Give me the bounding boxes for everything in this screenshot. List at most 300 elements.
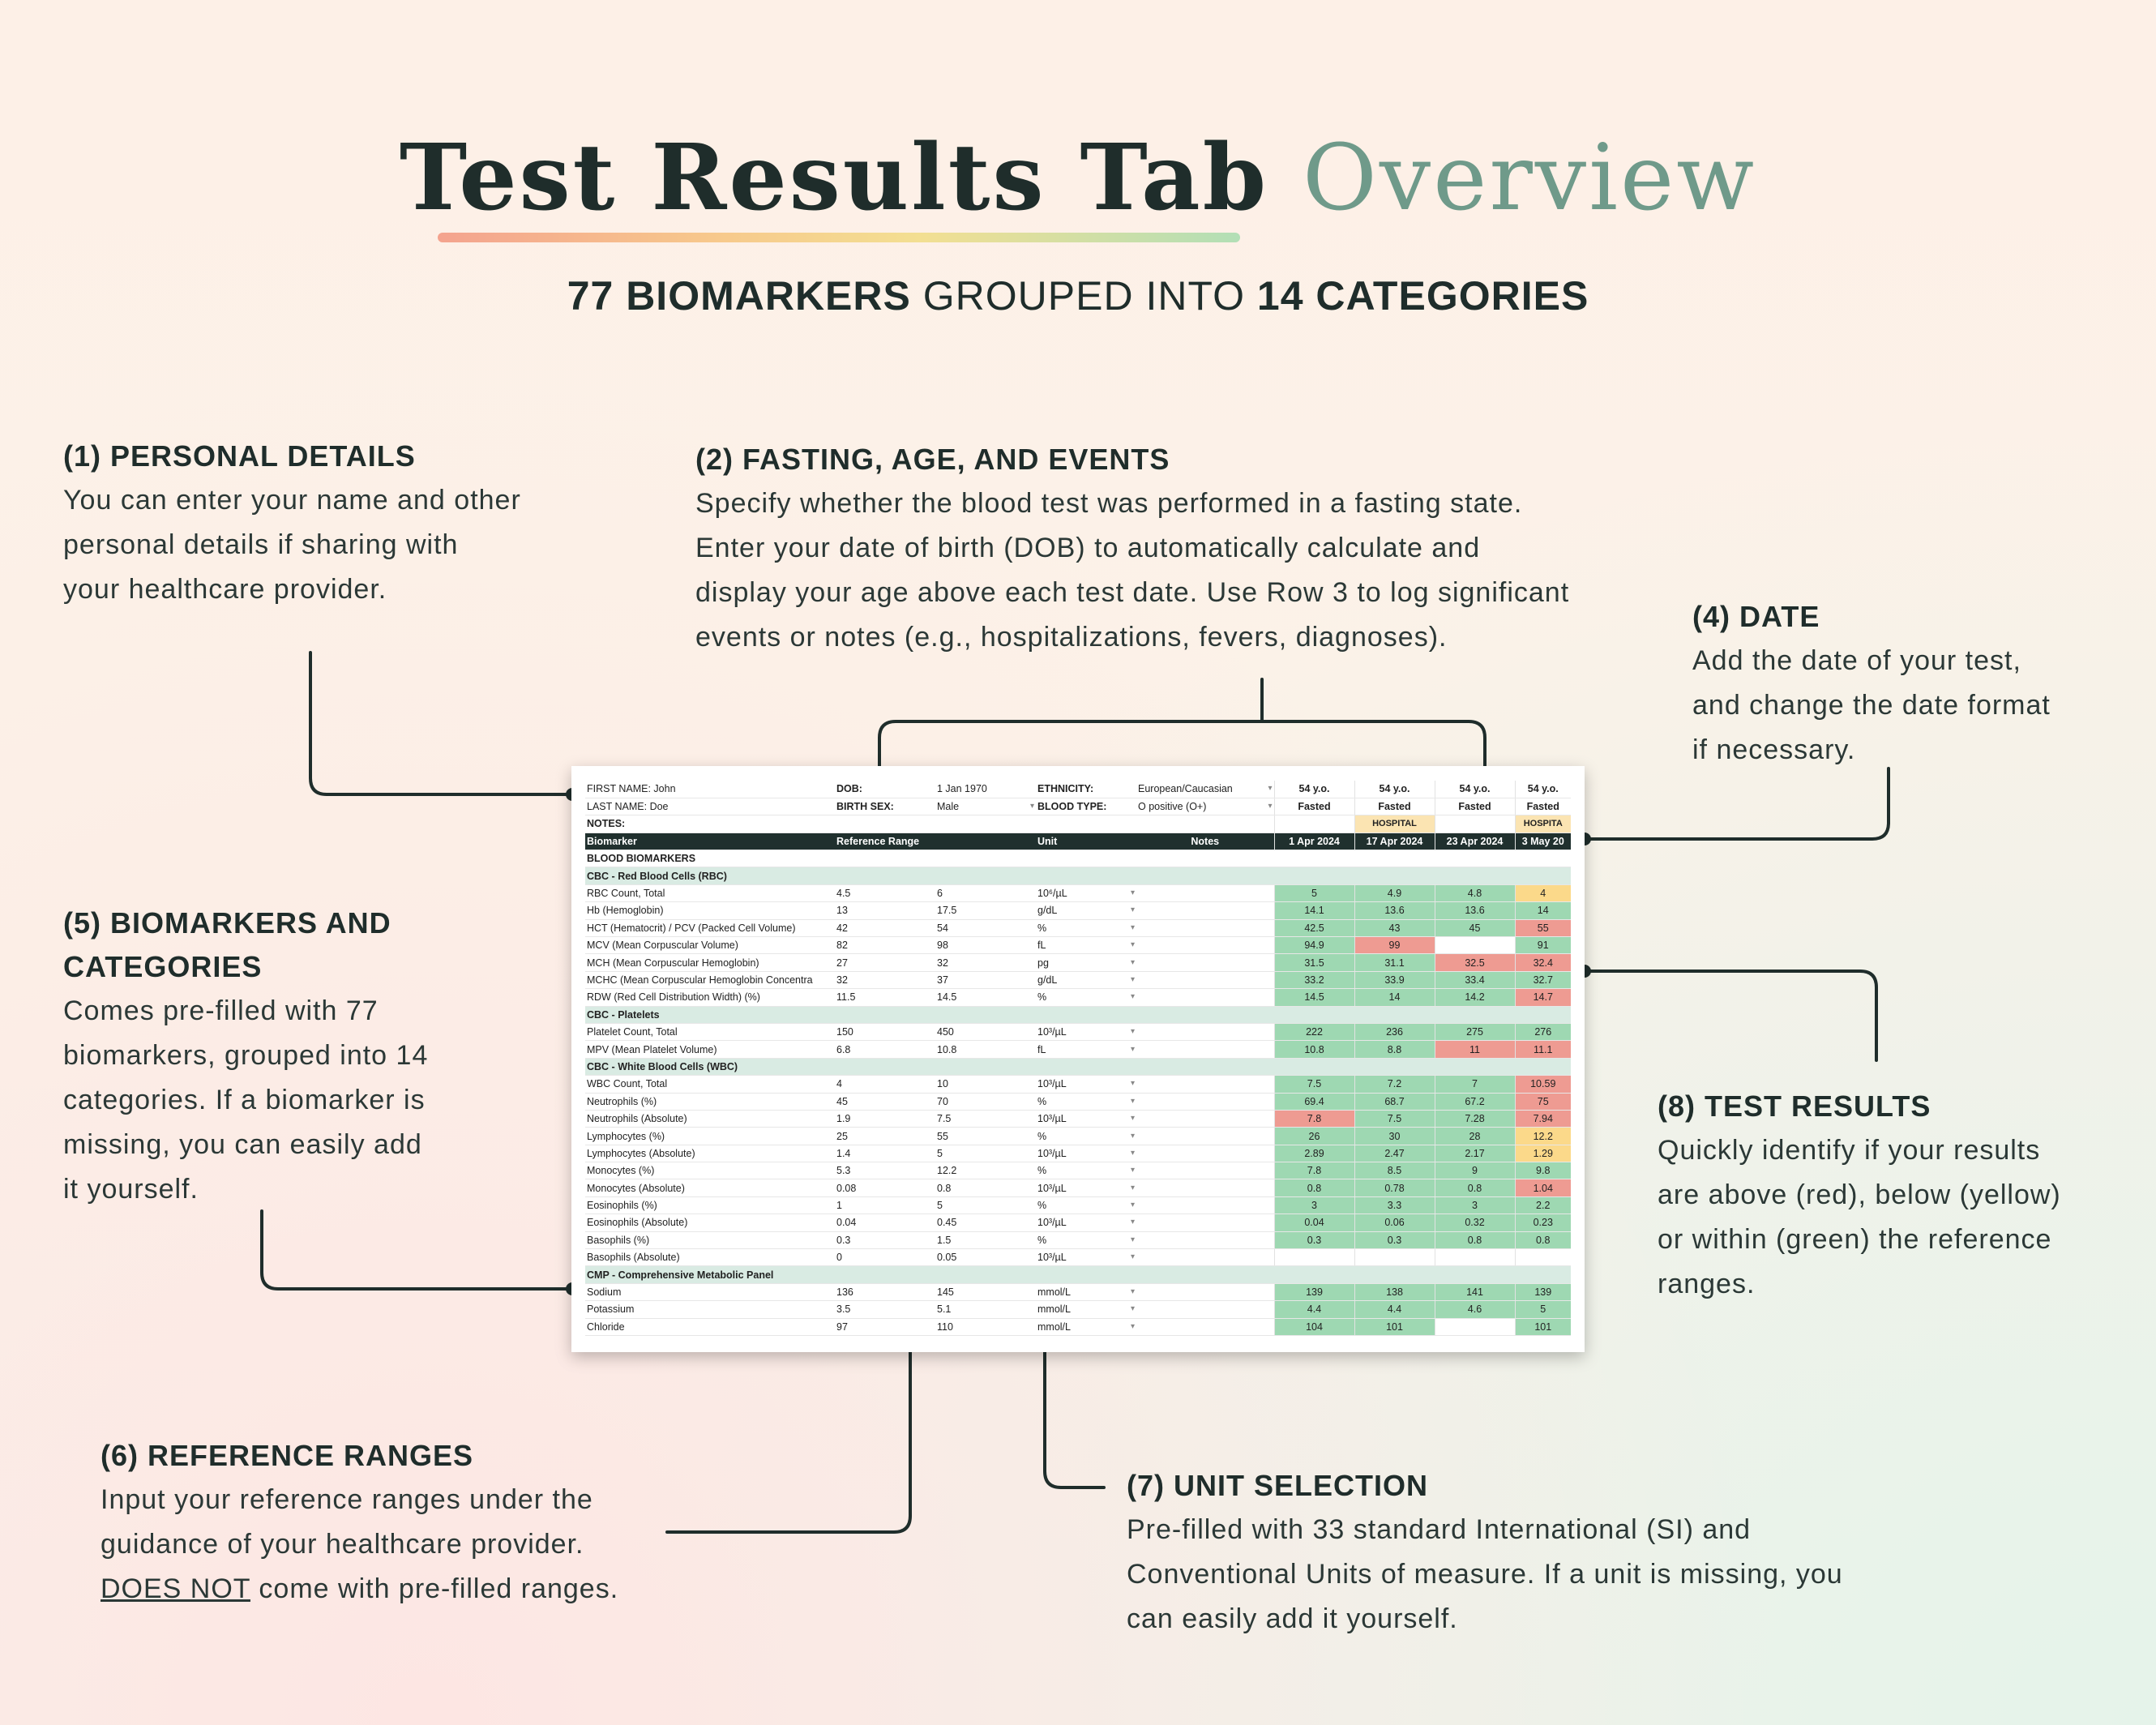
result-cell[interactable]: 67.2 — [1435, 1093, 1515, 1110]
result-cell[interactable]: 4.4 — [1354, 1301, 1435, 1318]
notes-cell[interactable] — [1136, 971, 1274, 988]
result-cell[interactable]: 9 — [1435, 1162, 1515, 1179]
result-cell[interactable]: 94.9 — [1274, 937, 1354, 954]
result-cell[interactable]: 14 — [1354, 989, 1435, 1006]
unit-select[interactable] — [1036, 1162, 1136, 1179]
result-cell[interactable] — [1435, 1318, 1515, 1335]
range-high[interactable]: 55 — [935, 1128, 1036, 1145]
result-cell[interactable]: 275 — [1435, 1023, 1515, 1040]
range-low[interactable]: 1.9 — [835, 1110, 935, 1127]
result-cell[interactable]: 33.4 — [1435, 971, 1515, 988]
result-cell[interactable]: 8.5 — [1354, 1162, 1435, 1179]
range-high[interactable]: 14.5 — [935, 989, 1036, 1006]
biomarker-name: MCHC (Mean Corpuscular Hemoglobin Concentra — [585, 971, 835, 988]
age-cell: 54 y.o. — [1515, 781, 1571, 798]
notes-cell[interactable] — [1136, 1301, 1274, 1318]
callout-line: personal details if sharing with — [63, 529, 459, 560]
notes-cell[interactable] — [1136, 1231, 1274, 1248]
unit-select[interactable] — [1036, 1214, 1136, 1231]
range-low[interactable]: 13 — [835, 902, 935, 919]
biomarker-row — [585, 1023, 1571, 1040]
result-cell[interactable]: 99 — [1354, 937, 1435, 954]
result-cell[interactable]: 32.7 — [1515, 971, 1571, 988]
personal-row-1 — [585, 781, 1571, 798]
header-biomarker: Biomarker — [585, 833, 835, 850]
notes-cell[interactable] — [1136, 1318, 1274, 1335]
result-cell[interactable]: 69.4 — [1274, 1093, 1354, 1110]
range-high[interactable]: 0.05 — [935, 1249, 1036, 1266]
result-cell[interactable]: 2.89 — [1274, 1145, 1354, 1162]
result-cell[interactable]: 0.78 — [1354, 1179, 1435, 1196]
biomarker-row — [585, 1301, 1571, 1318]
result-cell[interactable]: 8.8 — [1354, 1041, 1435, 1058]
event-cell[interactable] — [1274, 815, 1354, 833]
unit-value: mmol/L — [1037, 1286, 1071, 1299]
sex-select[interactable] — [935, 798, 1036, 815]
age-cell: 54 y.o. — [1354, 781, 1435, 798]
unit-value: g/dL — [1037, 974, 1058, 986]
dropdown-arrow-icon: ▾ — [1130, 1287, 1135, 1297]
category-label: CMP - Comprehensive Metabolic Panel — [585, 1266, 1571, 1283]
unit-select[interactable] — [1036, 954, 1136, 971]
last-name-cell[interactable]: LAST NAME: Doe — [585, 798, 835, 815]
unit-select[interactable] — [1036, 1249, 1136, 1266]
biomarker-name: Basophils (%) — [585, 1231, 835, 1248]
range-low[interactable]: 4 — [835, 1076, 935, 1093]
callout-line: if necessary. — [1692, 734, 1856, 765]
range-low[interactable]: 3.5 — [835, 1301, 935, 1318]
result-cell[interactable]: 104 — [1274, 1318, 1354, 1335]
result-cell[interactable]: 5 — [1274, 884, 1354, 901]
biomarker-row — [585, 1162, 1571, 1179]
event-cell[interactable] — [1435, 815, 1515, 833]
result-cell[interactable]: 236 — [1354, 1023, 1435, 1040]
result-cell[interactable]: 7.94 — [1515, 1110, 1571, 1127]
notes-cell[interactable] — [1136, 1196, 1274, 1213]
callout-heading: CATEGORIES — [63, 950, 263, 983]
result-cell[interactable]: 4.4 — [1274, 1301, 1354, 1318]
spreadsheet-preview — [571, 766, 1585, 1352]
range-high[interactable]: 98 — [935, 937, 1036, 954]
result-cell[interactable]: 7.8 — [1274, 1162, 1354, 1179]
biomarker-row — [585, 1076, 1571, 1093]
result-cell[interactable]: 32.5 — [1435, 954, 1515, 971]
unit-select[interactable] — [1036, 989, 1136, 1006]
result-cell[interactable]: 5 — [1515, 1301, 1571, 1318]
dropdown-arrow-icon: ▾ — [1130, 1131, 1135, 1141]
title-accent: Overview — [1303, 126, 1757, 231]
result-cell[interactable] — [1354, 1249, 1435, 1266]
range-high[interactable]: 5 — [935, 1145, 1036, 1162]
category-row — [585, 1266, 1571, 1283]
biomarker-name: Chloride — [585, 1318, 835, 1335]
notes-cell[interactable] — [1136, 954, 1274, 971]
result-cell[interactable]: 14 — [1515, 902, 1571, 919]
category-row — [585, 1058, 1571, 1075]
dropdown-arrow-icon: ▾ — [1130, 1235, 1135, 1244]
category-label: CBC - Platelets — [585, 1006, 1571, 1023]
result-cell[interactable]: 75 — [1515, 1093, 1571, 1110]
range-high[interactable]: 17.5 — [935, 902, 1036, 919]
biomarker-name: MCH (Mean Corpuscular Hemoglobin) — [585, 954, 835, 971]
result-cell[interactable]: 138 — [1354, 1283, 1435, 1300]
result-cell[interactable]: 101 — [1354, 1318, 1435, 1335]
result-cell[interactable]: 43 — [1354, 919, 1435, 936]
range-high[interactable]: 6 — [935, 884, 1036, 901]
result-cell[interactable]: 14.7 — [1515, 989, 1571, 1006]
range-low[interactable]: 25 — [835, 1128, 935, 1145]
unit-value: 10³/µL — [1037, 1147, 1067, 1159]
dropdown-arrow-icon: ▾ — [1130, 1079, 1135, 1089]
ethnicity-select[interactable] — [1136, 781, 1274, 798]
result-cell[interactable]: 14.5 — [1274, 989, 1354, 1006]
unit-select[interactable] — [1036, 1318, 1136, 1335]
age-cell: 54 y.o. — [1274, 781, 1354, 798]
result-cell[interactable]: 33.2 — [1274, 971, 1354, 988]
biomarker-row — [585, 1214, 1571, 1231]
range-low[interactable]: 6.8 — [835, 1041, 935, 1058]
range-low[interactable]: 0.08 — [835, 1179, 935, 1196]
range-low[interactable]: 45 — [835, 1093, 935, 1110]
range-high[interactable]: 37 — [935, 971, 1036, 988]
empty-cell — [1036, 815, 1136, 833]
unit-select[interactable] — [1036, 1110, 1136, 1127]
ethnicity-value: European/Caucasian — [1138, 783, 1233, 795]
result-cell[interactable]: 4.9 — [1354, 884, 1435, 901]
result-cell[interactable]: 7.28 — [1435, 1110, 1515, 1127]
callout-line: Input your reference ranges under the — [101, 1484, 593, 1515]
notes-cell[interactable] — [1136, 1023, 1274, 1040]
range-low[interactable]: 82 — [835, 937, 935, 954]
event-cell[interactable]: HOSPITAL — [1354, 815, 1435, 833]
unit-value: 10³/µL — [1037, 1113, 1067, 1125]
range-high[interactable]: 12.2 — [935, 1162, 1036, 1179]
empty-cell — [835, 815, 935, 833]
blood-type-select[interactable] — [1136, 798, 1274, 815]
unit-select[interactable] — [1036, 1093, 1136, 1110]
callout-line: display your age above each test date. Use Row 3 to log significant — [695, 577, 1570, 608]
result-cell[interactable]: 0.8 — [1435, 1231, 1515, 1248]
result-cell[interactable]: 42.5 — [1274, 919, 1354, 936]
unit-value: pg — [1037, 957, 1049, 969]
notes-cell[interactable] — [1136, 919, 1274, 936]
callout-heading: (1) PERSONAL DETAILS — [63, 439, 416, 473]
dropdown-arrow-icon: ▾ — [1130, 1252, 1135, 1262]
range-high[interactable]: 5 — [935, 1196, 1036, 1213]
result-cell[interactable]: 222 — [1274, 1023, 1354, 1040]
result-cell[interactable]: 1.04 — [1515, 1179, 1571, 1196]
result-cell[interactable] — [1515, 1249, 1571, 1266]
result-cell[interactable]: 2.47 — [1354, 1145, 1435, 1162]
notes-cell[interactable] — [1136, 1214, 1274, 1231]
unit-select[interactable] — [1036, 902, 1136, 919]
unit-select[interactable] — [1036, 919, 1136, 936]
result-cell[interactable]: 0.04 — [1274, 1214, 1354, 1231]
result-cell[interactable]: 7 — [1435, 1076, 1515, 1093]
range-high[interactable]: 110 — [935, 1318, 1036, 1335]
unit-select[interactable] — [1036, 937, 1136, 954]
notes-cell[interactable] — [1136, 1179, 1274, 1196]
result-cell[interactable]: 11.1 — [1515, 1041, 1571, 1058]
unit-select[interactable] — [1036, 1283, 1136, 1300]
result-cell[interactable]: 101 — [1515, 1318, 1571, 1335]
notes-cell[interactable] — [1136, 1145, 1274, 1162]
result-cell[interactable]: 0.3 — [1354, 1231, 1435, 1248]
result-cell[interactable]: 4.8 — [1435, 884, 1515, 901]
result-cell[interactable]: 13.6 — [1435, 902, 1515, 919]
biomarker-name: Sodium — [585, 1283, 835, 1300]
result-cell[interactable]: 12.2 — [1515, 1128, 1571, 1145]
result-cell[interactable]: 14.1 — [1274, 902, 1354, 919]
dropdown-arrow-icon: ▾ — [1130, 1218, 1135, 1227]
result-cell[interactable]: 139 — [1274, 1283, 1354, 1300]
unit-value: % — [1037, 922, 1047, 934]
result-cell[interactable]: 3.3 — [1354, 1196, 1435, 1213]
range-high[interactable]: 145 — [935, 1283, 1036, 1300]
result-cell[interactable]: 3 — [1435, 1196, 1515, 1213]
unit-select[interactable] — [1036, 884, 1136, 901]
callout-line: Conventional Units of measure. If a unit is missing, you — [1127, 1559, 1843, 1590]
connector-date — [1585, 768, 1889, 839]
range-high[interactable]: 0.45 — [935, 1214, 1036, 1231]
result-cell[interactable]: 7.8 — [1274, 1110, 1354, 1127]
notes-cell[interactable] — [1136, 884, 1274, 901]
range-high[interactable]: 7.5 — [935, 1110, 1036, 1127]
fasting-cell[interactable]: Fasted — [1274, 798, 1354, 815]
biomarker-name: Lymphocytes (%) — [585, 1128, 835, 1145]
result-cell[interactable]: 7.2 — [1354, 1076, 1435, 1093]
result-cell[interactable]: 0.8 — [1435, 1179, 1515, 1196]
biomarker-row — [585, 954, 1571, 971]
biomarker-name: WBC Count, Total — [585, 1076, 835, 1093]
unit-select[interactable] — [1036, 1145, 1136, 1162]
dropdown-arrow-icon: ▾ — [1130, 957, 1135, 967]
notes-cell[interactable] — [1136, 1110, 1274, 1127]
range-low[interactable]: 42 — [835, 919, 935, 936]
biomarker-row — [585, 1145, 1571, 1162]
callout-line: Pre-filled with 33 standard International (SI) and — [1127, 1514, 1752, 1545]
header-range: Reference Range — [835, 833, 1036, 850]
notes-cell[interactable] — [1136, 1093, 1274, 1110]
result-cell[interactable]: 33.9 — [1354, 971, 1435, 988]
result-cell[interactable]: 10.59 — [1515, 1076, 1571, 1093]
notes-cell[interactable] — [1136, 1076, 1274, 1093]
notes-cell[interactable] — [1136, 1249, 1274, 1266]
notes-cell[interactable] — [1136, 1162, 1274, 1179]
biomarker-row — [585, 1128, 1571, 1145]
result-cell[interactable]: 1.29 — [1515, 1145, 1571, 1162]
category-row — [585, 1006, 1571, 1023]
result-cell[interactable]: 31.1 — [1354, 954, 1435, 971]
range-low[interactable]: 1 — [835, 1196, 935, 1213]
unit-value: % — [1037, 1165, 1047, 1177]
biomarker-name: Eosinophils (%) — [585, 1196, 835, 1213]
unit-select[interactable] — [1036, 1076, 1136, 1093]
result-cell[interactable]: 3 — [1274, 1196, 1354, 1213]
range-low[interactable]: 97 — [835, 1318, 935, 1335]
biomarker-name: Neutrophils (%) — [585, 1093, 835, 1110]
unit-select[interactable] — [1036, 971, 1136, 988]
result-cell[interactable] — [1435, 1249, 1515, 1266]
header-date[interactable]: 23 Apr 2024 — [1435, 833, 1515, 850]
notes-cell[interactable] — [1136, 989, 1274, 1006]
biomarker-name: Basophils (Absolute) — [585, 1249, 835, 1266]
result-cell[interactable]: 28 — [1435, 1128, 1515, 1145]
result-cell[interactable]: 276 — [1515, 1023, 1571, 1040]
fasting-cell[interactable]: Fasted — [1515, 798, 1571, 815]
result-cell[interactable]: 139 — [1515, 1283, 1571, 1300]
result-cell[interactable]: 11 — [1435, 1041, 1515, 1058]
unit-select[interactable] — [1036, 1231, 1136, 1248]
result-cell[interactable] — [1435, 937, 1515, 954]
header-notes: Notes — [1136, 833, 1274, 850]
results-table — [585, 781, 1571, 1336]
unit-value: 10³/µL — [1037, 1182, 1067, 1194]
dropdown-arrow-icon: ▾ — [1130, 1044, 1135, 1054]
range-low[interactable]: 0.3 — [835, 1231, 935, 1248]
result-cell[interactable]: 2.17 — [1435, 1145, 1515, 1162]
range-low[interactable]: 32 — [835, 971, 935, 988]
notes-cell[interactable] — [1136, 937, 1274, 954]
fasting-cell[interactable]: Fasted — [1435, 798, 1515, 815]
biomarker-name: MCV (Mean Corpuscular Volume) — [585, 937, 835, 954]
range-low[interactable]: 11.5 — [835, 989, 935, 1006]
unit-select[interactable] — [1036, 1196, 1136, 1213]
range-low[interactable]: 0 — [835, 1249, 935, 1266]
range-low[interactable]: 5.3 — [835, 1162, 935, 1179]
fasting-cell[interactable]: Fasted — [1354, 798, 1435, 815]
notes-cell[interactable] — [1136, 1128, 1274, 1145]
range-high[interactable]: 70 — [935, 1093, 1036, 1110]
result-cell[interactable]: 91 — [1515, 937, 1571, 954]
dropdown-arrow-icon: ▾ — [1130, 1027, 1135, 1037]
result-cell[interactable]: 4.6 — [1435, 1301, 1515, 1318]
unit-select[interactable] — [1036, 1301, 1136, 1318]
result-cell[interactable]: 68.7 — [1354, 1093, 1435, 1110]
biomarker-name: Potassium — [585, 1301, 835, 1318]
result-cell[interactable]: 7.5 — [1354, 1110, 1435, 1127]
unit-select[interactable] — [1036, 1023, 1136, 1040]
range-high[interactable]: 5.1 — [935, 1301, 1036, 1318]
range-high[interactable]: 10.8 — [935, 1041, 1036, 1058]
result-cell[interactable]: 55 — [1515, 919, 1571, 936]
range-low[interactable]: 4.5 — [835, 884, 935, 901]
sex-label: BIRTH SEX: — [835, 798, 935, 815]
callout-line: Comes pre-filled with 77 — [63, 995, 379, 1026]
first-name-cell[interactable]: FIRST NAME: John — [585, 781, 835, 798]
result-cell[interactable]: 4 — [1515, 884, 1571, 901]
dropdown-arrow-icon: ▾ — [1130, 1201, 1135, 1210]
callout-line: Add the date of your test, — [1692, 645, 2021, 676]
range-high[interactable]: 10 — [935, 1076, 1036, 1093]
dropdown-arrow-icon: ▾ — [1268, 802, 1273, 811]
callout-tail: come with pre-filled ranges. — [259, 1573, 619, 1604]
dob-cell[interactable]: 1 Jan 1970 — [935, 781, 1036, 798]
result-cell[interactable] — [1274, 1249, 1354, 1266]
range-low[interactable]: 1.4 — [835, 1145, 935, 1162]
range-high[interactable]: 1.5 — [935, 1231, 1036, 1248]
result-cell[interactable]: 0.8 — [1515, 1231, 1571, 1248]
unit-value: % — [1037, 991, 1047, 1004]
personal-row-2 — [585, 798, 1571, 815]
biomarker-name: Monocytes (%) — [585, 1162, 835, 1179]
result-cell[interactable]: 0.32 — [1435, 1214, 1515, 1231]
range-high[interactable]: 450 — [935, 1023, 1036, 1040]
range-low[interactable]: 0.04 — [835, 1214, 935, 1231]
dropdown-arrow-icon: ▾ — [1130, 1148, 1135, 1158]
range-high[interactable]: 32 — [935, 954, 1036, 971]
biomarker-row — [585, 902, 1571, 919]
result-cell[interactable]: 45 — [1435, 919, 1515, 936]
result-cell[interactable]: 0.23 — [1515, 1214, 1571, 1231]
biomarker-name: HCT (Hematocrit) / PCV (Packed Cell Volume) — [585, 919, 835, 936]
result-cell[interactable]: 7.5 — [1274, 1076, 1354, 1093]
blood-type-value: O positive (O+) — [1138, 801, 1207, 813]
unit-select[interactable] — [1036, 1179, 1136, 1196]
unit-value: mmol/L — [1037, 1303, 1071, 1316]
callout-line: Quickly identify if your results — [1658, 1135, 2041, 1166]
range-high[interactable]: 0.8 — [935, 1179, 1036, 1196]
callout-line: ranges. — [1658, 1269, 1756, 1299]
result-cell[interactable]: 31.5 — [1274, 954, 1354, 971]
range-high[interactable]: 54 — [935, 919, 1036, 936]
unit-select[interactable] — [1036, 1041, 1136, 1058]
result-cell[interactable]: 9.8 — [1515, 1162, 1571, 1179]
result-cell[interactable]: 10.8 — [1274, 1041, 1354, 1058]
unit-value: mmol/L — [1037, 1321, 1071, 1333]
event-cell[interactable]: HOSPITA — [1515, 815, 1571, 833]
result-cell[interactable]: 32.4 — [1515, 954, 1571, 971]
notes-cell[interactable] — [1136, 1041, 1274, 1058]
callout-line: categories. If a biomarker is — [63, 1085, 426, 1115]
range-low[interactable]: 150 — [835, 1023, 935, 1040]
dropdown-arrow-icon: ▾ — [1268, 784, 1273, 794]
result-cell[interactable]: 14.2 — [1435, 989, 1515, 1006]
callout-heading: (7) UNIT SELECTION — [1127, 1469, 1429, 1502]
result-cell[interactable]: 0.3 — [1274, 1231, 1354, 1248]
result-cell[interactable]: 2.2 — [1515, 1196, 1571, 1213]
dropdown-arrow-icon: ▾ — [1130, 1166, 1135, 1175]
result-cell[interactable]: 0.06 — [1354, 1214, 1435, 1231]
result-cell[interactable]: 26 — [1274, 1128, 1354, 1145]
result-cell[interactable]: 13.6 — [1354, 902, 1435, 919]
notes-cell[interactable] — [1136, 1283, 1274, 1300]
range-low[interactable]: 27 — [835, 954, 935, 971]
range-low[interactable]: 136 — [835, 1283, 935, 1300]
header-date[interactable]: 3 May 20 — [1515, 833, 1571, 850]
callout-line: events or notes (e.g., hospitalizations, fevers, diagnoses). — [695, 622, 1448, 653]
result-cell[interactable]: 141 — [1435, 1283, 1515, 1300]
callout-heading: (2) FASTING, AGE, AND EVENTS — [695, 443, 1170, 476]
unit-value: % — [1037, 1234, 1047, 1246]
result-cell[interactable]: 30 — [1354, 1128, 1435, 1145]
result-cell[interactable]: 0.8 — [1274, 1179, 1354, 1196]
connector-personal — [310, 653, 572, 794]
biomarker-row — [585, 1110, 1571, 1127]
empty-cell — [935, 815, 1036, 833]
header-date[interactable]: 17 Apr 2024 — [1354, 833, 1435, 850]
biomarker-name: Neutrophils (Absolute) — [585, 1110, 835, 1127]
notes-cell[interactable] — [1136, 902, 1274, 919]
connector-reference — [667, 1342, 910, 1532]
dropdown-arrow-icon: ▾ — [1130, 940, 1135, 950]
connector-unit — [1045, 1342, 1104, 1487]
category-label: CBC - Red Blood Cells (RBC) — [585, 867, 1571, 884]
biomarker-row — [585, 1249, 1571, 1266]
notes-label: NOTES: — [585, 815, 835, 833]
unit-select[interactable] — [1036, 1128, 1136, 1145]
header-date[interactable]: 1 Apr 2024 — [1274, 833, 1354, 850]
